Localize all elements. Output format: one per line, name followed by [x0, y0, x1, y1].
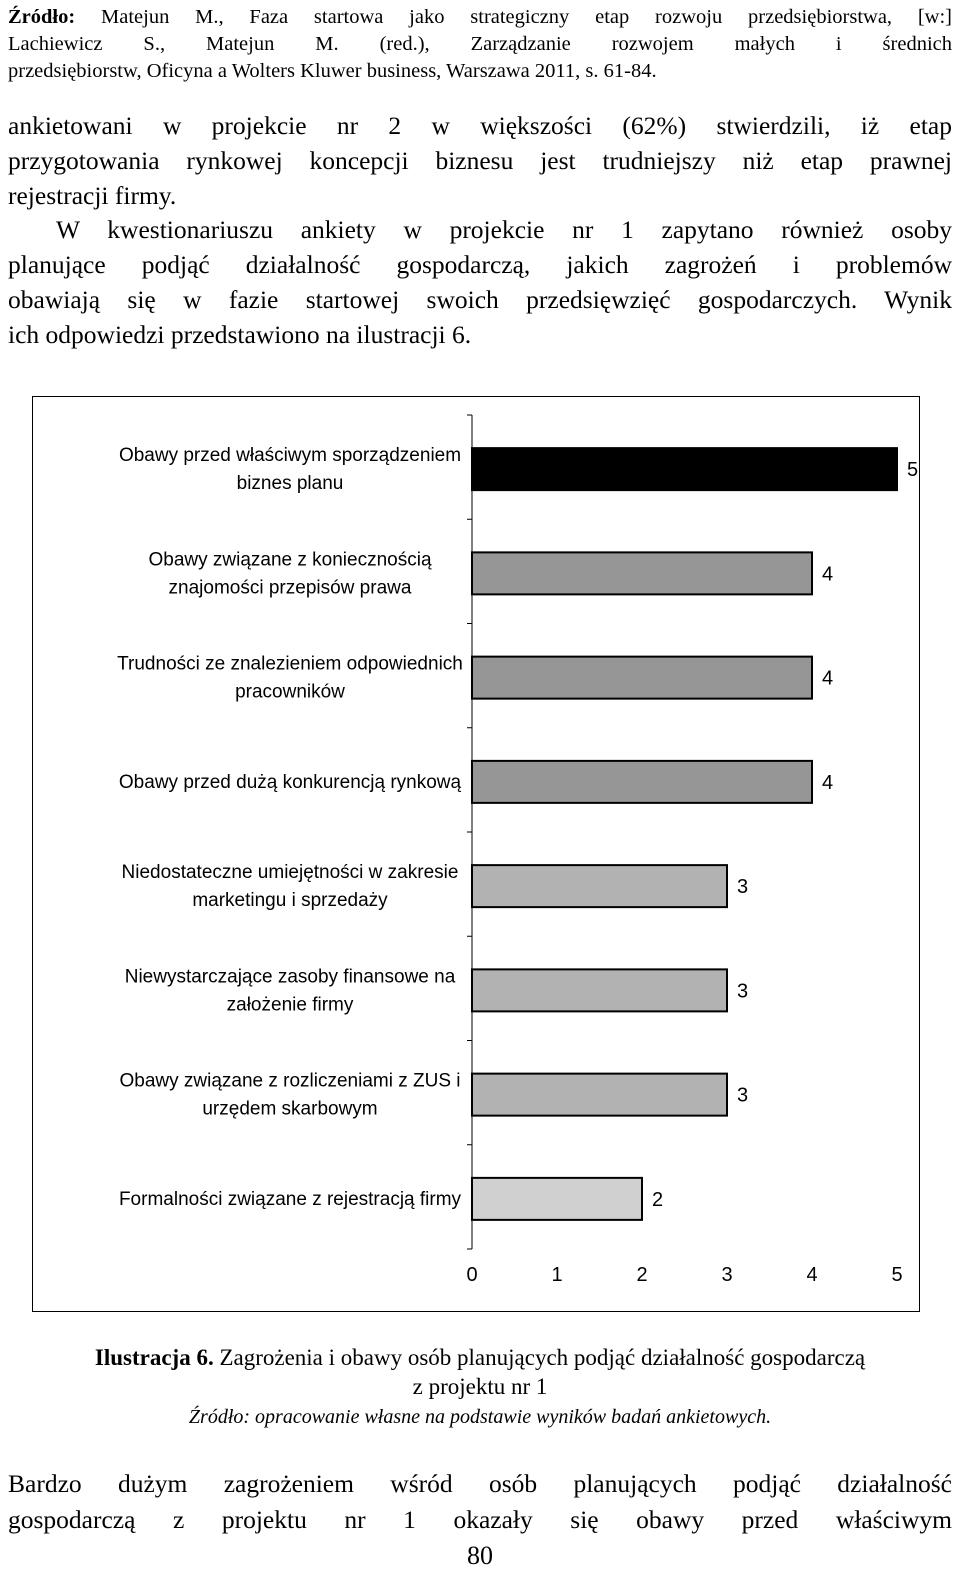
category-label: Niedostateczne umiejętności w zakresie [121, 862, 459, 884]
x-tick-label: 2 [636, 1264, 648, 1286]
category-label: urzędem skarbowym [202, 1098, 378, 1120]
source-line: Lachiewicz S., Matejun M. (red.), Zarządzanie rozwojem małych i średnich [8, 33, 952, 55]
category-label: Obawy przed dużą konkurencją rynkową [118, 771, 462, 793]
paragraph-line: ich odpowiedzi przedstawiono na ilustracji 6. [8, 320, 472, 349]
paragraph-line: Bardzo dużym zagrożeniem wśród osób planujących podjąć działalność [8, 1469, 952, 1498]
bar-value-label: 5 [907, 459, 919, 482]
bar [472, 1178, 642, 1220]
bar-value-label: 3 [737, 1084, 749, 1107]
caption-text-line-2: z projektu nr 1 [412, 1374, 548, 1399]
bar-value-label: 4 [822, 771, 834, 794]
paragraph-line: planujące podjąć działalność gospodarczą, jakich zagrożeń i problemów [8, 250, 952, 279]
bar [472, 552, 812, 594]
bar [472, 865, 727, 907]
paragraph-2 [8, 212, 952, 352]
caption-label: Ilustracja 6. [94, 1345, 214, 1370]
category-label: założenie firmy [226, 994, 354, 1016]
chart-frame [32, 396, 920, 1312]
category-label: Obawy związane z koniecznością [148, 549, 432, 571]
bar [472, 1074, 727, 1116]
bar-chart [33, 397, 919, 1311]
category-label: Obawy przed właściwym sporządzeniem [118, 445, 462, 467]
category-label: pracowników [235, 681, 345, 703]
bar [472, 448, 897, 490]
bar-value-label: 3 [737, 876, 749, 899]
figure-caption [8, 1343, 952, 1401]
category-label: biznes planu [236, 473, 344, 495]
bar [472, 657, 812, 699]
x-tick-label: 0 [466, 1264, 478, 1286]
bar-value-label: 2 [652, 1188, 664, 1211]
category-label: Formalności związane z rejestracją firmy [118, 1188, 462, 1210]
paragraph-line: ankietowani w projekcie nr 2 w większości (62%) stwierdzili, iż etap [8, 111, 952, 140]
paragraph-line: W kwestionariuszu ankiety w projekcie nr 1 zapytano również osoby [56, 215, 952, 244]
source-line: Matejun M., Faza startowa jako strategiczny etap rozwoju przedsiębiorstwa, [w:] [101, 6, 953, 28]
bar-value-label: 3 [737, 980, 749, 1003]
bar-value-label: 4 [822, 563, 834, 586]
category-label: marketingu i sprzedaży [192, 890, 388, 912]
x-tick-label: 5 [891, 1264, 903, 1286]
paragraph-line: obawiają się w fazie startowej swoich przedsięwzięć gospodarczych. Wynik [8, 285, 952, 314]
paragraph-line: przygotowania rynkowej koncepcji biznesu jest trudniejszy niż etap prawnej [8, 146, 952, 175]
category-label: Niewystarczające zasoby finansowe na [124, 966, 456, 988]
x-tick-label: 1 [551, 1264, 563, 1286]
caption-source: Źródło: opracowanie własne na podstawie wyników badań ankietowych. [188, 1406, 772, 1428]
page-number: 80 [467, 1541, 493, 1570]
category-label: Obawy związane z rozliczeniami z ZUS i [119, 1070, 461, 1092]
category-label: znajomości przepisów prawa [168, 577, 412, 599]
bar-value-label: 4 [822, 667, 834, 690]
source-label: Źródło: [8, 6, 76, 28]
paragraph-1 [8, 108, 952, 213]
source-line: przedsiębiorstw, Oficyna a Wolters Kluwer business, Warszawa 2011, s. 61-84. [8, 60, 657, 82]
header-source-note [8, 4, 952, 85]
paragraph-line: rejestracji firmy. [8, 181, 177, 210]
paragraph-3 [8, 1466, 952, 1538]
bar [472, 969, 727, 1011]
paragraph-line: gospodarczą z projektu nr 1 okazały się obawy przed właściwym [8, 1505, 952, 1534]
x-tick-label: 3 [721, 1264, 733, 1286]
caption-text: Zagrożenia i obawy osób planujących podjąć działalność gospodarczą [219, 1345, 866, 1370]
bar [472, 761, 812, 803]
category-label: Trudności ze znalezieniem odpowiednich [117, 653, 463, 675]
x-tick-label: 4 [806, 1264, 818, 1286]
